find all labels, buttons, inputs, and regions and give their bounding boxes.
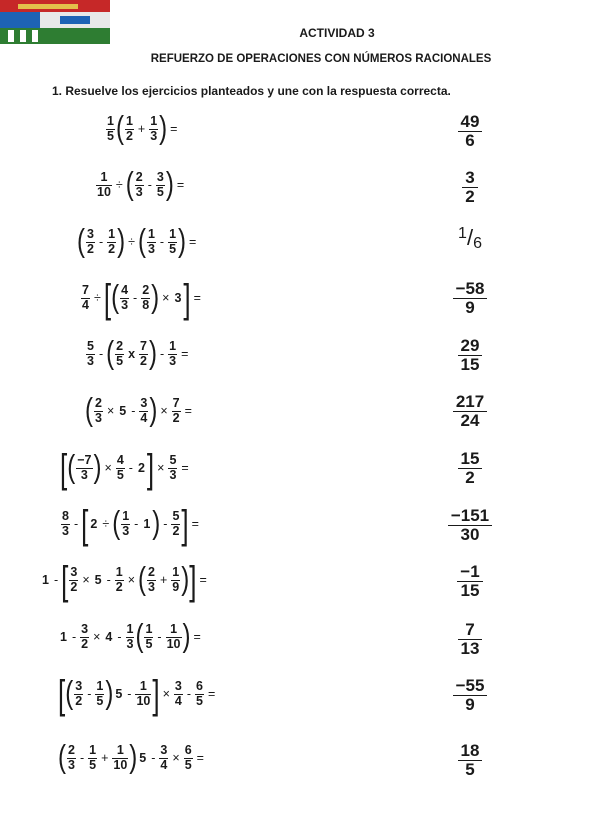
fraction: $\frac{7}{2}$ (172, 396, 180, 425)
fraction: $\frac{2}{3}$ (135, 170, 143, 199)
answer-4: $\frac{-58}{9}$ (420, 273, 520, 323)
fraction: $\frac{3}{2}$ (81, 622, 89, 651)
fraction: $\frac{1}{3}$ (169, 339, 177, 368)
fraction: $\frac{2}{3}$ (148, 565, 155, 594)
answer-5: $\frac{29}{15}$ (420, 330, 520, 380)
answer-3: $^1/_6$ (458, 225, 482, 252)
fraction: $\frac{5}{3}$ (87, 339, 94, 368)
fraction: $\frac{1}{5}$ (145, 622, 153, 651)
fraction: $\frac{1}{9}$ (172, 565, 180, 594)
fraction: $\frac{-7}{3}$ (77, 453, 92, 482)
exercise-4: $\frac{7}{4}$ ÷ [ ( $\frac{4}{3}$ - $\frac{2}{8}$ ) × 3 ] = (82, 274, 201, 322)
fraction: $\frac{1}{10}$ (97, 170, 111, 199)
exercise-11: [ ( $\frac{3}{2}$ - $\frac{1}{5}$ ) 5 - $\frac{1}{10}$ ] × $\frac{3}{4}$ - $\frac{6}{5}$ = (58, 670, 216, 718)
exercise-10: 1 - $\frac{3}{2}$ × 4 - $\frac{1}{3}$ ( $\frac{1}{5}$ - $\frac{1}{10}$ ) = (60, 618, 201, 655)
answer-10: $\frac{7}{13}$ (420, 614, 520, 664)
fraction: $\frac{1}{3}$ (122, 509, 130, 538)
exercise-1: $\frac{1}{5}$ ( $\frac{1}{2}$ + $\frac{1}{3}$ ) = (107, 110, 178, 147)
fraction: $\frac{1}{5}$ (89, 743, 97, 772)
fraction: $\frac{1}{3}$ (126, 622, 134, 651)
fraction: $\frac{5}{2}$ (172, 509, 180, 538)
instruction: 1. Resuelve los ejercicios planteados y une con la respuesta correcta. (52, 84, 451, 98)
fraction: $\frac{1}{10}$ (166, 622, 181, 651)
fraction: $\frac{4}{3}$ (121, 283, 129, 312)
fraction: $\frac{3}{5}$ (156, 170, 164, 199)
fraction: $\frac{1}{2}$ (125, 114, 133, 143)
answer-9: $\frac{-1}{15}$ (420, 556, 520, 606)
fraction: $\frac{1}{3}$ (150, 114, 158, 143)
fraction: $\frac{1}{2}$ (115, 565, 123, 594)
exercise-3: ( $\frac{3}{2}$ - $\frac{1}{2}$ ) ÷ ( $\frac{1}{3}$ - $\frac{1}{5}$ ) = (77, 223, 197, 260)
answer-7: $\frac{15}{2}$ (420, 443, 520, 493)
answer-12: $\frac{18}{5}$ (420, 735, 520, 785)
fraction: $\frac{1}{10}$ (113, 743, 128, 772)
fraction: $\frac{7}{4}$ (82, 283, 89, 312)
fraction: $\frac{6}{5}$ (196, 679, 203, 708)
exercise-5: $\frac{5}{3}$ - ( $\frac{2}{5}$ x $\frac{7}{2}$ ) - $\frac{1}{3}$ = (87, 335, 189, 372)
fraction: $\frac{3}{2}$ (75, 679, 83, 708)
exercise-8: $\frac{8}{3}$ - [ 2 ÷ ( $\frac{1}{3}$ - 1 ) - $\frac{5}{2}$ ] = (62, 500, 199, 548)
fraction: $\frac{2}{3}$ (68, 743, 75, 772)
fraction: $\frac{1}{2}$ (108, 227, 116, 256)
fraction: $\frac{1}{10}$ (136, 679, 151, 708)
fraction: $\frac{3}{4}$ (140, 396, 148, 425)
fraction: $\frac{6}{5}$ (184, 743, 192, 772)
fraction: $\frac{8}{3}$ (62, 509, 69, 538)
answer-11: $\frac{-55}{9}$ (420, 670, 520, 720)
fraction: $\frac{1}{5}$ (96, 679, 104, 708)
fraction: $\frac{1}{3}$ (147, 227, 155, 256)
exercise-12: ( $\frac{2}{3}$ - $\frac{1}{5}$ + $\frac{1}{10}$ ) 5 - $\frac{3}{4}$ × $\frac{6}{5}$ = (58, 739, 204, 776)
fraction: $\frac{1}{5}$ (169, 227, 177, 256)
answer-2: $\frac{3}{2}$ (420, 162, 520, 212)
fraction: $\frac{1}{5}$ (107, 114, 114, 143)
answer-8: $\frac{-151}{30}$ (420, 500, 520, 550)
fraction: $\frac{5}{3}$ (169, 453, 177, 482)
fraction: $\frac{2}{8}$ (142, 283, 150, 312)
fraction: $\frac{2}{3}$ (95, 396, 102, 425)
fraction: $\frac{3}{4}$ (174, 679, 182, 708)
fraction: $\frac{4}{5}$ (116, 453, 124, 482)
fraction: $\frac{3}{2}$ (87, 227, 94, 256)
exercise-2: $\frac{1}{10}$ ÷ ( $\frac{2}{3}$ - $\frac{3}{5}$ ) = (97, 166, 185, 203)
answer-6: $\frac{217}{24}$ (420, 386, 520, 436)
fraction: $\frac{7}{2}$ (140, 339, 147, 368)
fraction: $\frac{3}{4}$ (160, 743, 168, 772)
fraction: $\frac{3}{2}$ (70, 565, 78, 594)
page-subtitle: REFUERZO DE OPERACIONES CON NÚMEROS RACIONALES (150, 53, 492, 65)
fraction: $\frac{2}{5}$ (116, 339, 124, 368)
exercise-7: [ ( $\frac{-7}{3}$ ) × $\frac{4}{5}$ - 2 ] × $\frac{5}{3}$ = (60, 444, 189, 492)
exercise-9: 1 - [ $\frac{3}{2}$ × 5 - $\frac{1}{2}$ × ( $\frac{2}{3}$ + $\frac{1}{9}$ ) ] = (42, 556, 207, 604)
answer-1: $\frac{49}{6}$ (420, 106, 520, 156)
page-title: ACTIVIDAD 3 (299, 26, 375, 40)
exercise-6: ( $\frac{2}{3}$ × 5 - $\frac{3}{4}$ ) × $\frac{7}{2}$ = (85, 392, 192, 429)
